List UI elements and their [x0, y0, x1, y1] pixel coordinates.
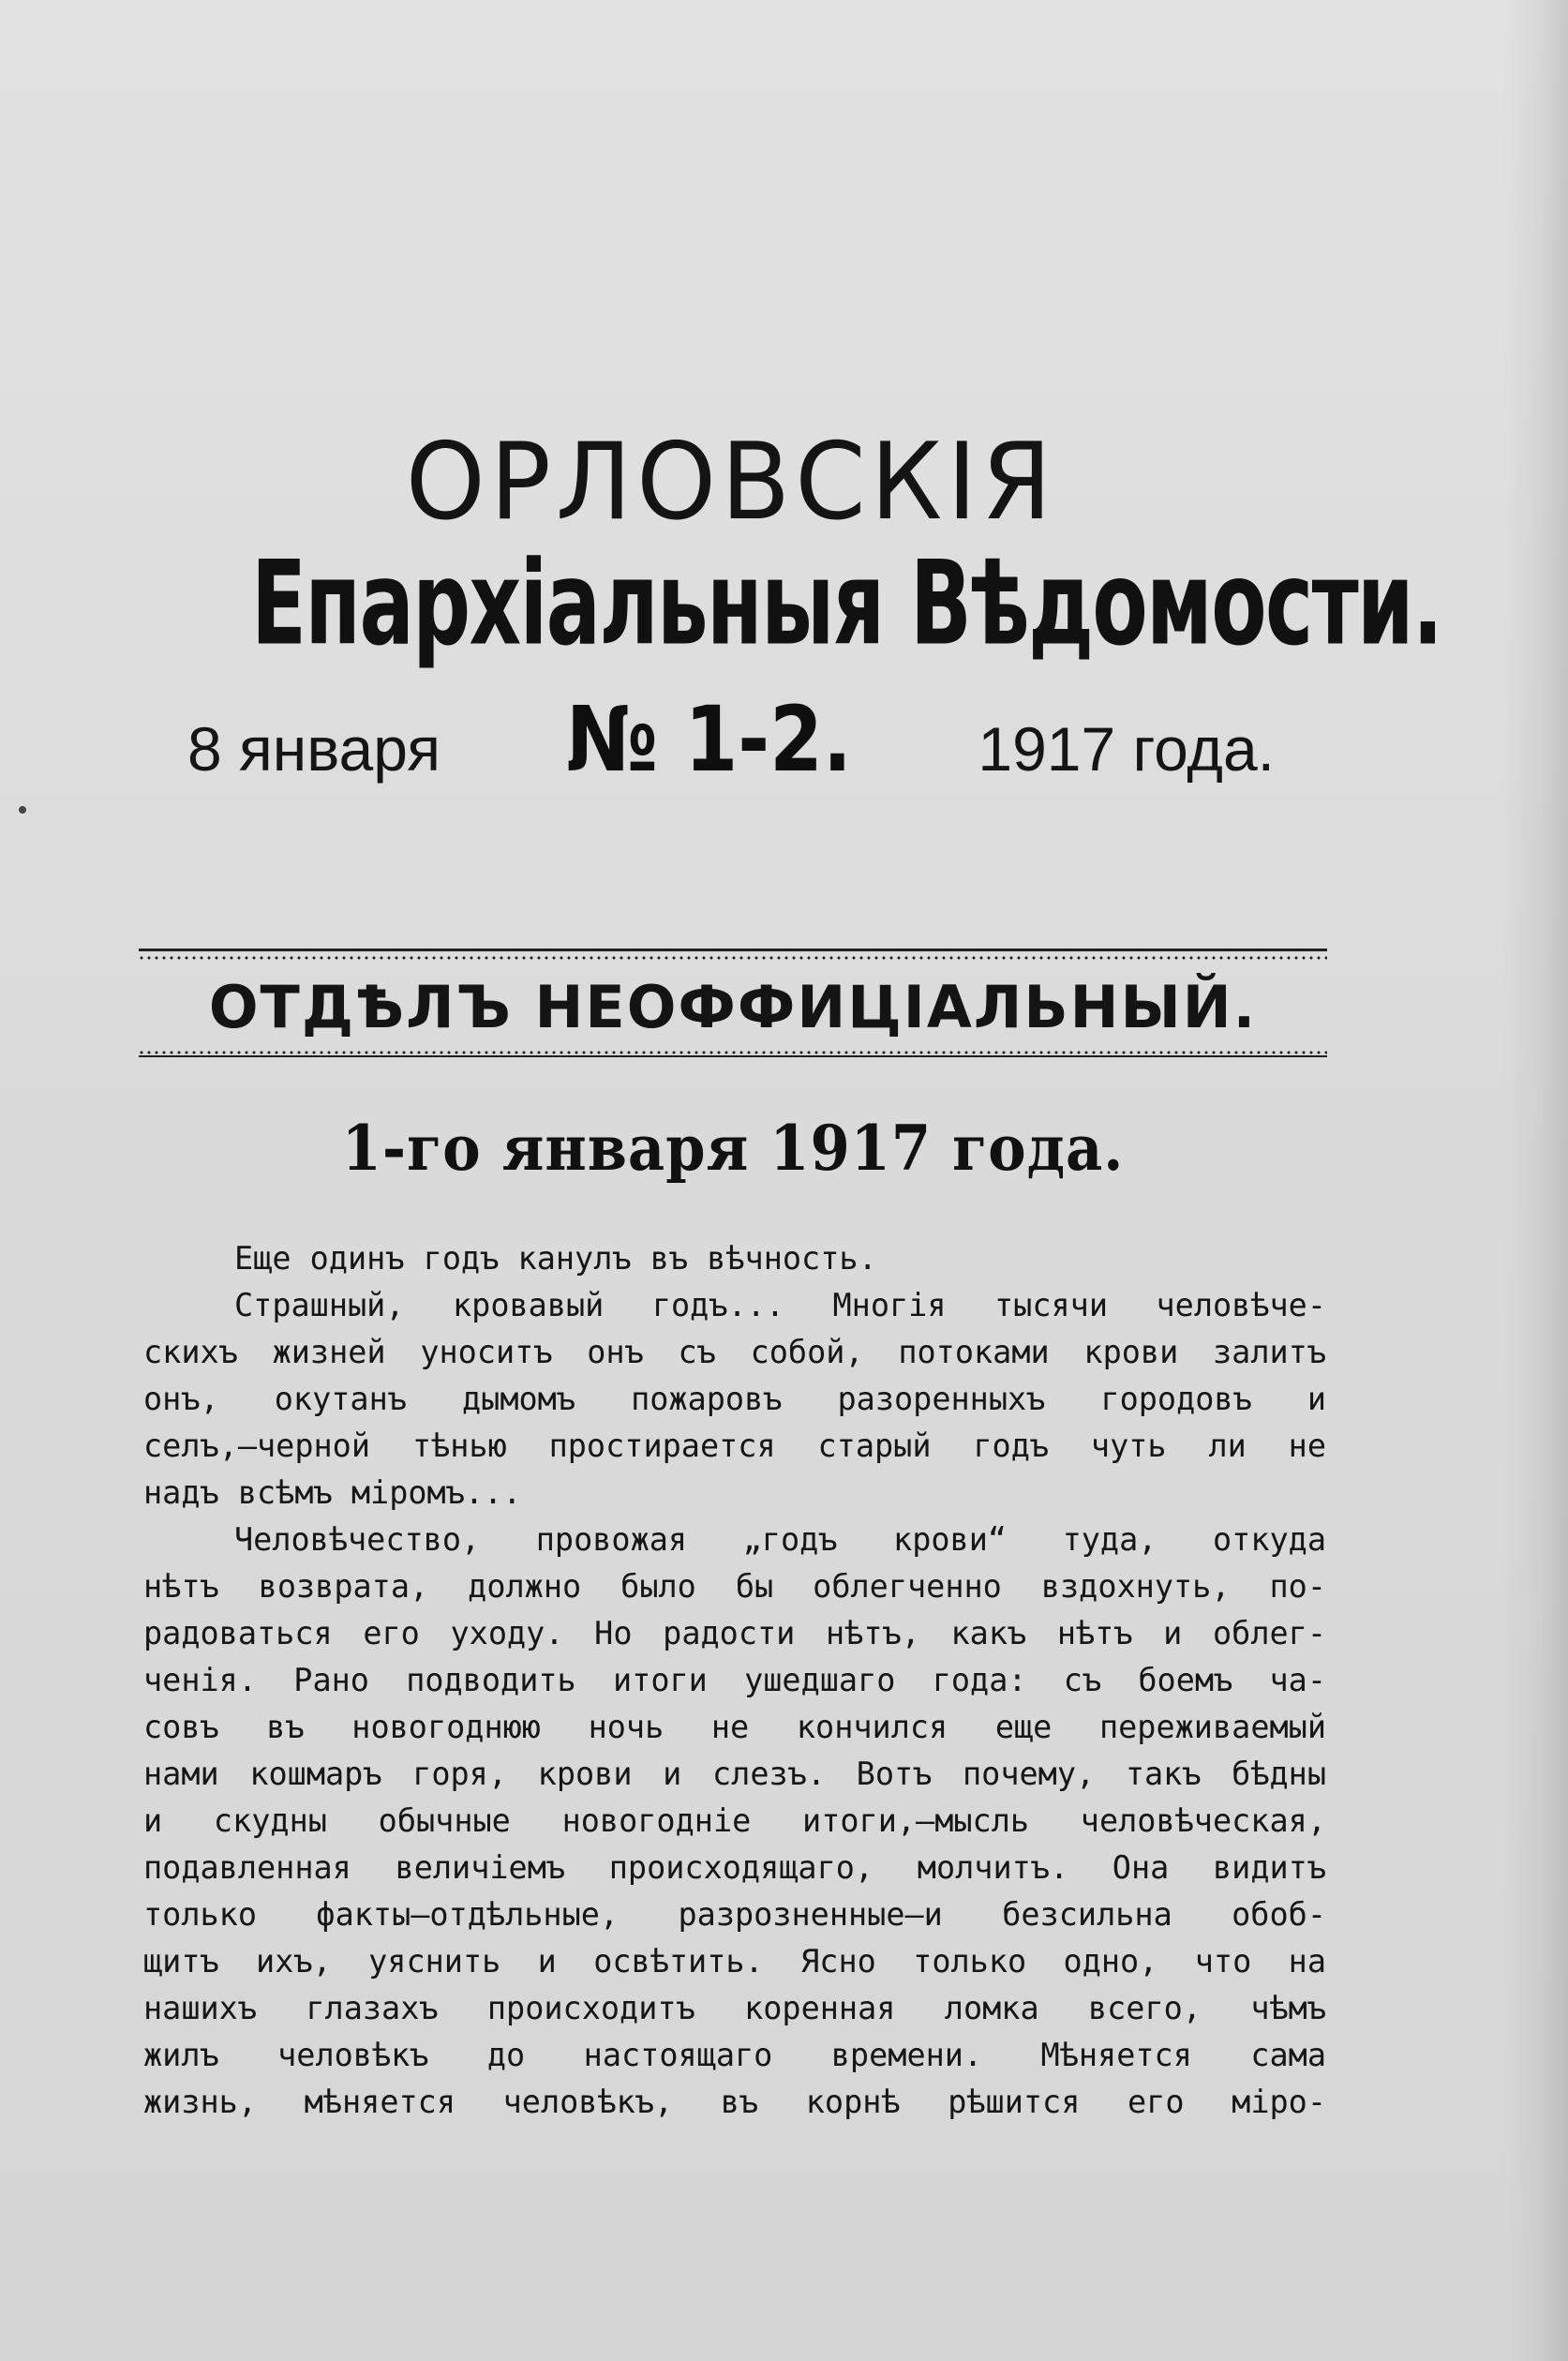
article-line: жилъ человѣкъ до настоящаго времени. Мѣняется сама — [143, 2037, 1326, 2073]
issue-number: № 1-2. — [566, 687, 853, 792]
bottom-divider-rule — [139, 1050, 1327, 1061]
issue-year: 1917 года. — [978, 714, 1275, 784]
divider-ornament — [139, 955, 1327, 961]
article-line: радоваться его уходу. Но радости нѣтъ, какъ нѣтъ и облег- — [143, 1615, 1326, 1651]
section-title: ОТДѢЛЪ НЕОФФИЦІАЛЬНЫЙ. — [208, 973, 1258, 1041]
article-line: совъ въ новогоднюю ночь не кончился еще переживаемый — [143, 1709, 1326, 1745]
masthead — [131, 420, 1442, 792]
article-line: только факты—отдѣльные, разрозненные—и безсильна обоб- — [143, 1896, 1326, 1933]
issue-date: 8 января — [187, 714, 441, 784]
article-line: Страшный, кровавый годъ... Многія тысячи человѣче- — [234, 1287, 1326, 1323]
article-line: Еще одинъ годъ канулъ въ вѣчность. — [234, 1240, 877, 1277]
article-line: нѣтъ возврата, должно было бы облегченно вздохнуть, по- — [143, 1568, 1326, 1605]
journal-title-top: ОРЛОВСКІЯ — [405, 420, 1057, 545]
article-line: щитъ ихъ, уяснить и освѣтить. Ясно только одно, что на — [143, 1943, 1326, 1980]
page-spine-shadow — [1502, 0, 1568, 2361]
article-line: жизнь, мѣняется человѣкъ, въ корнѣ рѣшится его міро- — [143, 2084, 1326, 2120]
paper-speck — [19, 806, 26, 814]
top-divider-rule — [139, 949, 1327, 961]
article-body — [143, 1235, 1326, 2126]
article-line: нами кошмаръ горя, крови и слезъ. Вотъ почему, такъ бѣдны — [143, 1756, 1326, 1792]
journal-title-main: Епархіальныя Вѣдомости. — [251, 536, 1442, 672]
article-line: селъ,—черной тѣнью простирается старый годъ чуть ли не — [143, 1427, 1326, 1464]
article-line: нашихъ глазахъ происходитъ коренная ломка всего, чѣмъ — [143, 1990, 1326, 2026]
article-line: ченія. Рано подводить итоги ушедшаго года: съ боемъ ча- — [143, 1662, 1326, 1698]
issue-line — [131, 687, 1331, 792]
article-line: скихъ жизней уноситъ онъ съ собой, потоками крови залитъ — [143, 1334, 1326, 1370]
article-line: онъ, окутанъ дымомъ пожаровъ разоренныхъ городовъ и — [143, 1381, 1326, 1417]
divider-line — [139, 1055, 1327, 1057]
article-line: Человѣчество, провожая „годъ крови“ туда, откуда — [234, 1521, 1326, 1558]
article-line: надъ всѣмъ міромъ... — [143, 1474, 522, 1511]
article-line: подавленная величіемъ происходящаго, молчитъ. Она видитъ — [143, 1849, 1326, 1886]
article-line: и скудны обычные новогодніе итоги,—мысль человѣческая, — [143, 1802, 1326, 1839]
article-title: 1-го января 1917 года. — [341, 1112, 1125, 1185]
divider-line — [139, 949, 1327, 951]
